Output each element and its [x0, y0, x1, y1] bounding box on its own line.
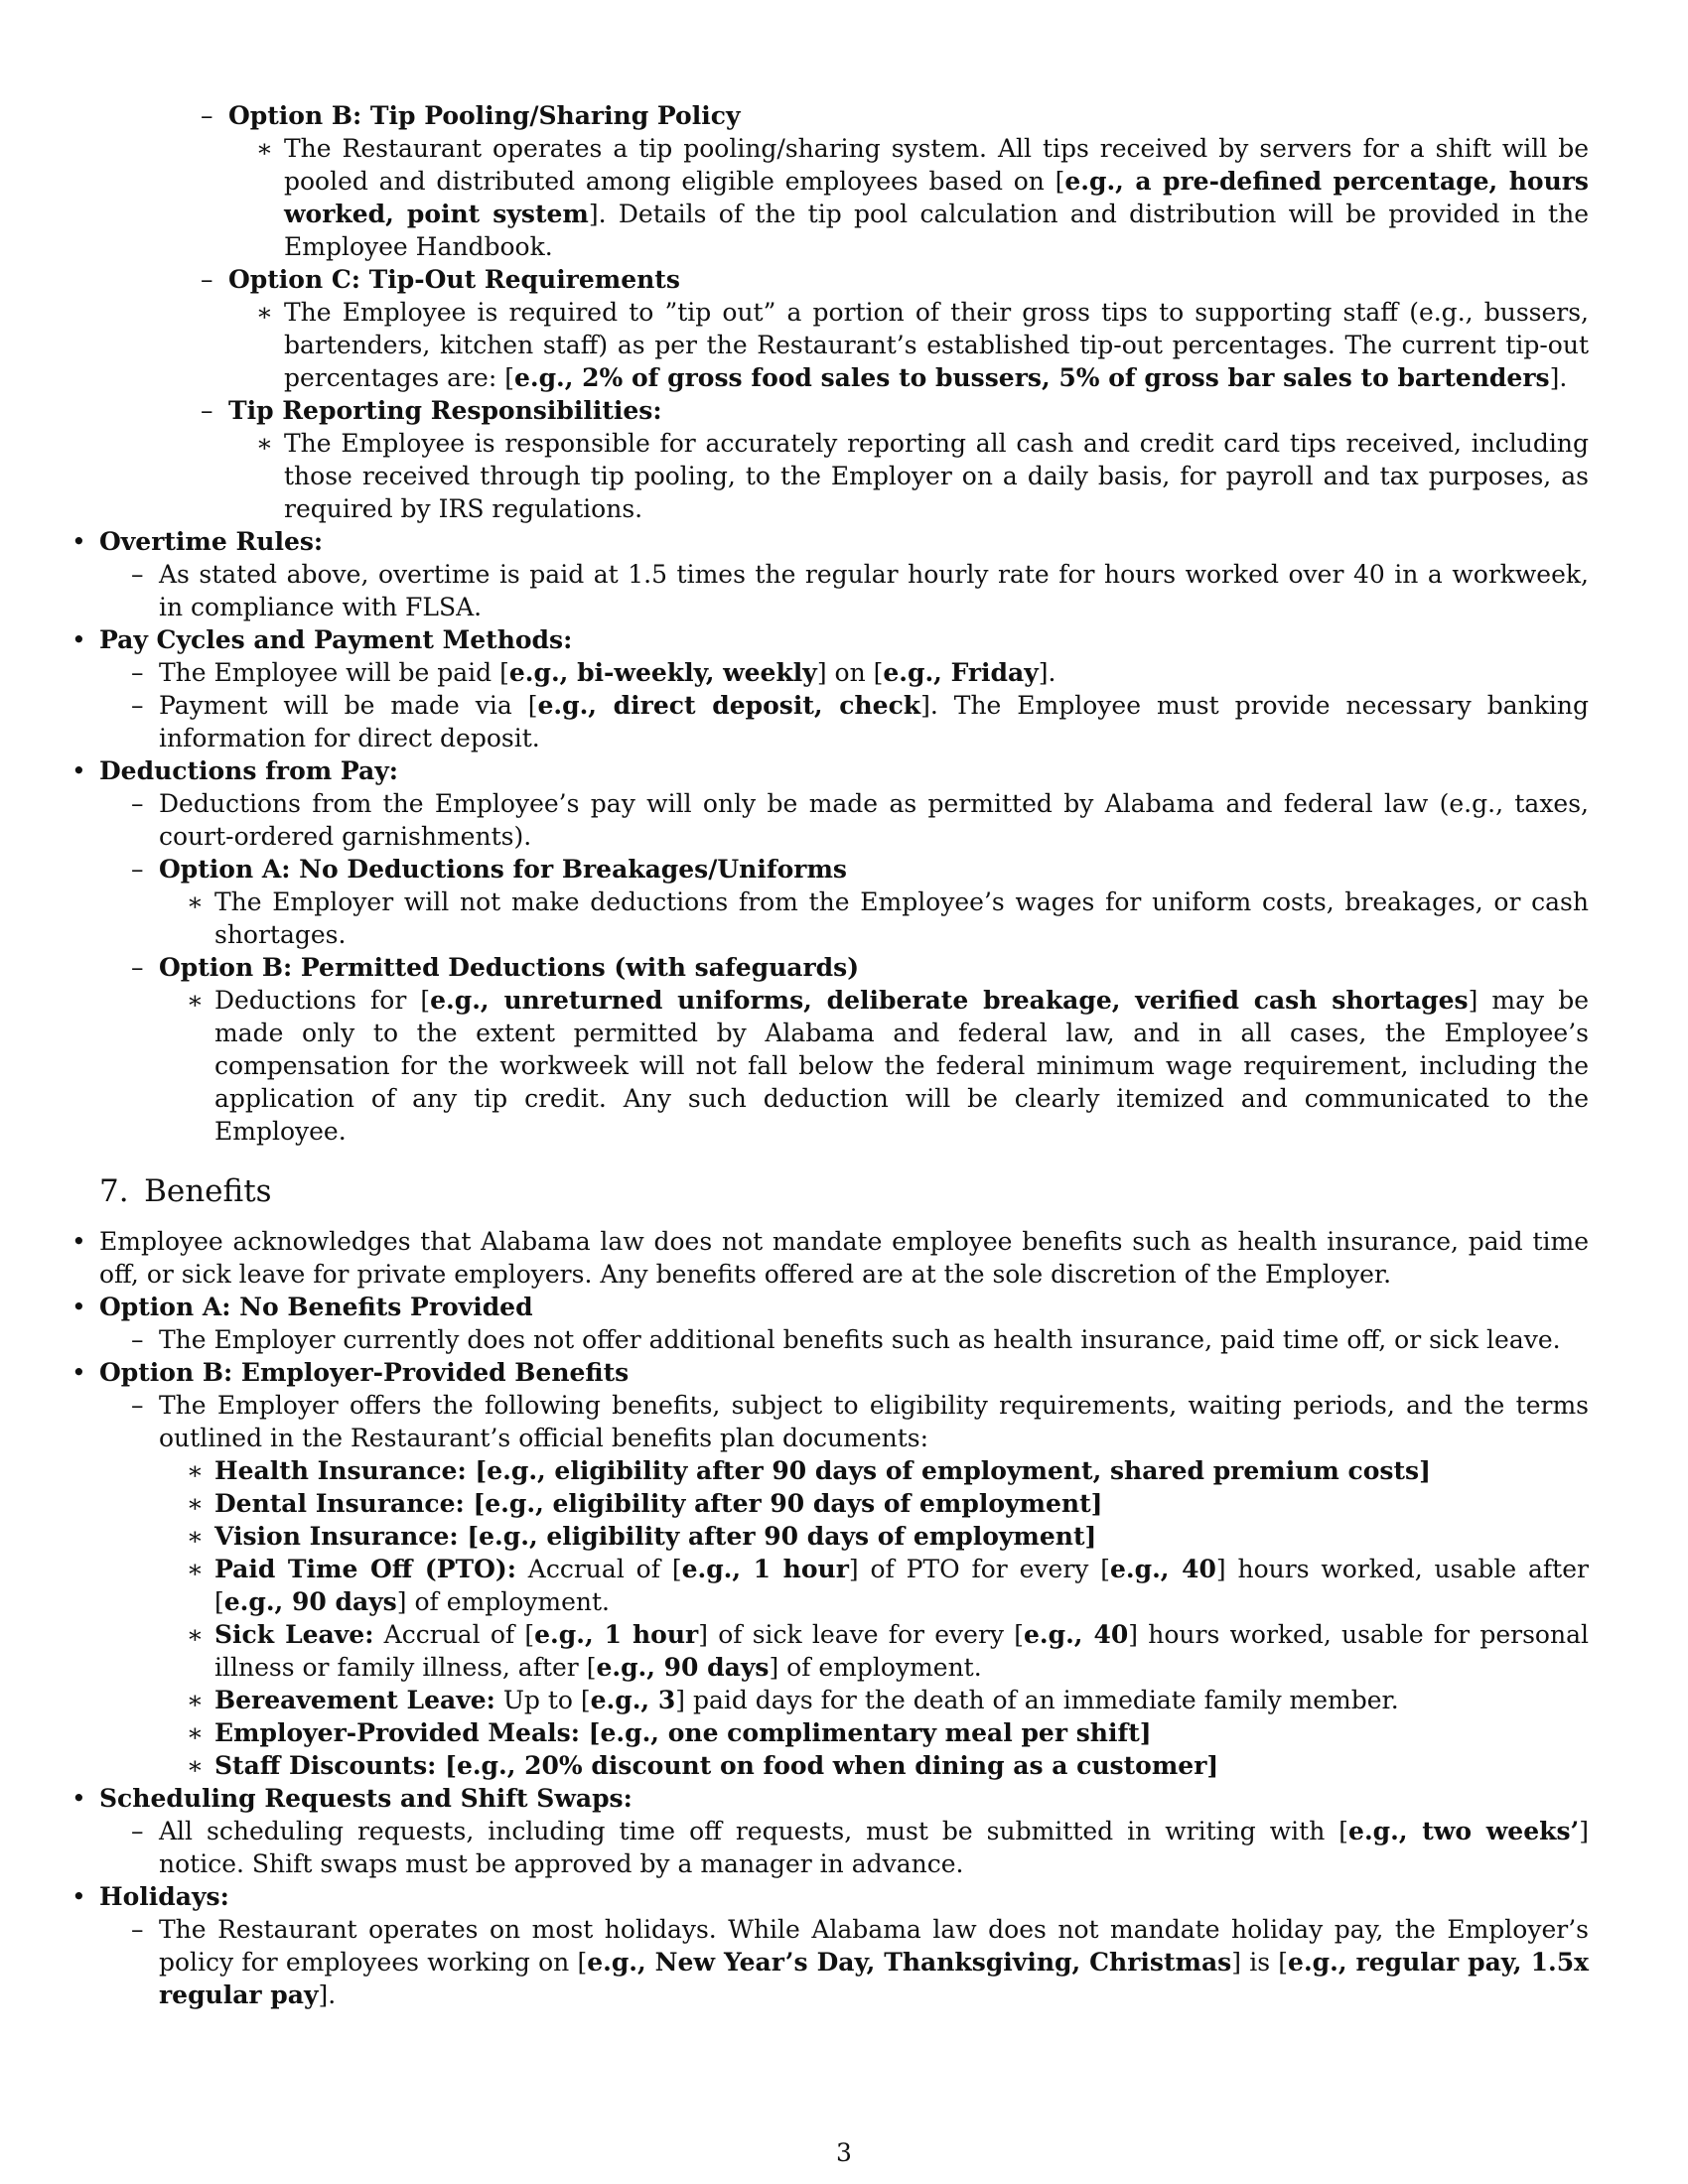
pay-frequency: – The Employee will be paid [e.g., bi-weekly, weekly] on [e.g., Friday].: [99, 656, 1589, 689]
benefits-option-b: • Option B: Employer-Provided Benefits – The Employer offers the following benefits, subject to eligibility requirements, waiting periods, and the terms outlined in the Restaurant’s official benefits plan documents: ∗ Health Insurance: [e.g., eligibility after 90 days of employment, shared premium costs] ∗ Dental Insurance: [e.g., eligibility after 90 days of employment] ∗ Vision Insurance: [e.g., eligibility after 90 days of employment] ∗ Paid Time Off (PTO): Accrual of [e.g., 1 hour] of PTO for every [e.g., 40] hours worked, usable after [e.g., 90 days] of employment. ∗ Sick Leave: Accrual of [e.g., 1 hour] of sick leave for every [e.g., 40] hours worked, usable for personal illness or family illness, after [e.g., 90 days] of employment. ∗ Bereavement Leave: Up to [e.g., 3] paid days for the death of an immediate family member. ∗ Employer-Provided Meals: [e.g., one complimentary meal per shift] ∗ Staff Discounts: [e.g., 20% discount on food when dining as a customer]: [30, 1356, 1589, 1782]
holidays-item: [30, 1880, 1589, 2011]
benefits-option-b-intro: – The Employer offers the following benefits, subject to eligibility requirements, waiting periods, and the terms outlined in the Restaurant’s official benefits plan documents: ∗ Health Insurance: [e.g., eligibility after 90 days of employment, shared premium costs] ∗ Dental Insurance: [e.g., eligibility after 90 days of employment] ∗ Vision Insurance: [e.g., eligibility after 90 days of employment] ∗ Paid Time Off (PTO): Accrual of [e.g., 1 hour] of PTO for every [e.g., 40] hours worked, usable after [e.g., 90 days] of employment. ∗ Sick Leave: Accrual of [e.g., 1 hour] of sick leave for every [e.g., 40] hours worked, usable for personal illness or family illness, after [e.g., 90 days] of employment. ∗ Bereavement Leave: Up to [e.g., 3] paid days for the death of an immediate family member. ∗ Employer-Provided Meals: [e.g., one complimentary meal per shift] ∗ Staff Discounts: [e.g., 20% discount on food when dining as a customer]: [99, 1389, 1589, 1782]
tip-pooling-text: ∗ The Restaurant operates a tip pooling/sharing system. All tips received by servers for a shift will be pooled and distributed among eligible employees based on [e.g., a pre-defined percentage, hours worked, point system]. Details of the tip pool calculation and distribution will be provided in the Employee Handbook.: [228, 132, 1589, 263]
tip-reporting-title: Tip Reporting Responsibilities:: [228, 396, 662, 425]
benefits-option-a-text: – The Employer currently does not offer additional benefits such as health insurance, paid time off, or sick leave.: [99, 1323, 1589, 1356]
benefit-sick-leave: ∗ Sick Leave: Accrual of [e.g., 1 hour] of sick leave for every [e.g., 40] hours worked, usable for personal illness or family illness, after [e.g., 90 days] of employment.: [159, 1618, 1589, 1684]
pay-cycles-title: Pay Cycles and Payment Methods:: [99, 625, 573, 654]
pay-cycles-item: [30, 623, 1589, 754]
holidays-text: – The Restaurant operates on most holidays. While Alabama law does not mandate holiday pay, the Employer’s policy for employees working on [e.g., New Year’s Day, Thanksgiving, Christmas] is [e.g., regular pay, 1.5x regular pay].: [99, 1913, 1589, 2011]
payment-method: – Payment will be made via [e.g., direct deposit, check]. The Employee must provide necessary banking information for direct deposit.: [99, 689, 1589, 754]
deductions-title: Deductions from Pay:: [99, 756, 398, 785]
scheduling-text: – All scheduling requests, including time off requests, must be submitted in writing with [e.g., two weeks’] notice. Shift swaps must be approved by a manager in advance.: [99, 1815, 1589, 1880]
scheduling-title: Scheduling Requests and Shift Swaps:: [99, 1784, 633, 1813]
holidays-title: Holidays:: [99, 1882, 229, 1911]
tip-reporting: [169, 394, 1589, 525]
benefit-pto: ∗ Paid Time Off (PTO): Accrual of [e.g., 1 hour] of PTO for every [e.g., 40] hours worked, usable after [e.g., 90 days] of employment.: [159, 1553, 1589, 1618]
tip-pooling-title: Option B: Tip Pooling/Sharing Policy: [228, 101, 741, 130]
tip-pooling-option: [169, 99, 1589, 263]
benefit-discounts: ∗ Staff Discounts: [e.g., 20% discount on food when dining as a customer]: [159, 1749, 1589, 1782]
overtime-text: – As stated above, overtime is paid at 1.5 times the regular hourly rate for hours worked over 40 in a workweek, in compliance with FLSA.: [99, 558, 1589, 623]
benefit-dental: ∗ Dental Insurance: [e.g., eligibility after 90 days of employment]: [159, 1487, 1589, 1520]
benefits-option-a: • Option A: No Benefits Provided – The Employer currently does not offer additional benefits such as health insurance, paid time off, or sick leave.: [30, 1291, 1589, 1356]
deductions-option-a-text: ∗ The Employer will not make deductions from the Employee’s wages for uniform costs, breakages, or cash shortages.: [159, 886, 1589, 951]
compensation-list: [30, 525, 1589, 1148]
overtime-item: [30, 525, 1589, 623]
deductions-option-b: – Option B: Permitted Deductions (with safeguards) ∗ Deductions for [e.g., unreturned uniforms, deliberate breakage, verified cash shortages] may be made only to the extent permitted by Alabama and federal law, and in all cases, the Employee’s compensation for the workweek will not fall below the federal minimum wage requirement, including the application of any tip credit. Any such deduction will be clearly itemized and communicated to the Employee.: [99, 951, 1589, 1148]
benefits-heading: 7. Benefits: [99, 1173, 272, 1209]
tip-reporting-text: ∗ The Employee is responsible for accurately reporting all cash and credit card tips received, including those received through tip pooling, to the Employer on a daily basis, for payroll and tax purposes, as required by IRS regulations.: [228, 427, 1589, 525]
scheduling-item: [30, 1782, 1589, 1880]
tip-out-text: ∗ The Employee is required to ”tip out” a portion of their gross tips to supporting staff (e.g., bussers, bartenders, kitchen staff) as per the Restaurant’s established tip-out percentages. The current tip-out percentages are: [e.g., 2% of gross food sales to bussers, 5% of gross bar sales to bartenders].: [228, 296, 1589, 394]
benefit-vision: ∗ Vision Insurance: [e.g., eligibility after 90 days of employment]: [159, 1520, 1589, 1553]
page-content: [99, 99, 1589, 2011]
benefit-bereavement: ∗ Bereavement Leave: Up to [e.g., 3] paid days for the death of an immediate family member.: [159, 1684, 1589, 1716]
page-number: 3: [836, 2138, 852, 2167]
tips-continuation: [99, 99, 1589, 525]
benefit-meals: ∗ Employer-Provided Meals: [e.g., one complimentary meal per shift]: [159, 1716, 1589, 1749]
overtime-title: Overtime Rules:: [99, 527, 324, 556]
deductions-option-a: – Option A: No Deductions for Breakages/Uniforms ∗ The Employer will not make deductions from the Employee’s wages for uniform costs, breakages, or cash shortages.: [99, 853, 1589, 951]
deductions-intro: – Deductions from the Employee’s pay will only be made as permitted by Alabama and federal law (e.g., taxes, court-ordered garnishments).: [99, 787, 1589, 853]
tips-list-wrapper: [99, 99, 1589, 525]
benefits-list: [30, 1225, 1589, 2011]
benefits-ack: • Employee acknowledges that Alabama law does not mandate employee benefits such as health insurance, paid time off, or sick leave for private employers. Any benefits offered are at the sole discretion of the Employer.: [30, 1225, 1589, 1291]
benefit-health: ∗ Health Insurance: [e.g., eligibility after 90 days of employment, shared premium costs]: [159, 1454, 1589, 1487]
tip-out-option: [169, 263, 1589, 394]
deductions-item: [30, 754, 1589, 1148]
tip-out-title: Option C: Tip-Out Requirements: [228, 265, 680, 294]
deductions-option-b-text: ∗ Deductions for [e.g., unreturned uniforms, deliberate breakage, verified cash shortages] may be made only to the extent permitted by Alabama and federal law, and in all cases, the Employee’s compensation for the workweek will not fall below the federal minimum wage requirement, including the application of any tip credit. Any such deduction will be clearly itemized and communicated to the Employee.: [159, 984, 1589, 1148]
